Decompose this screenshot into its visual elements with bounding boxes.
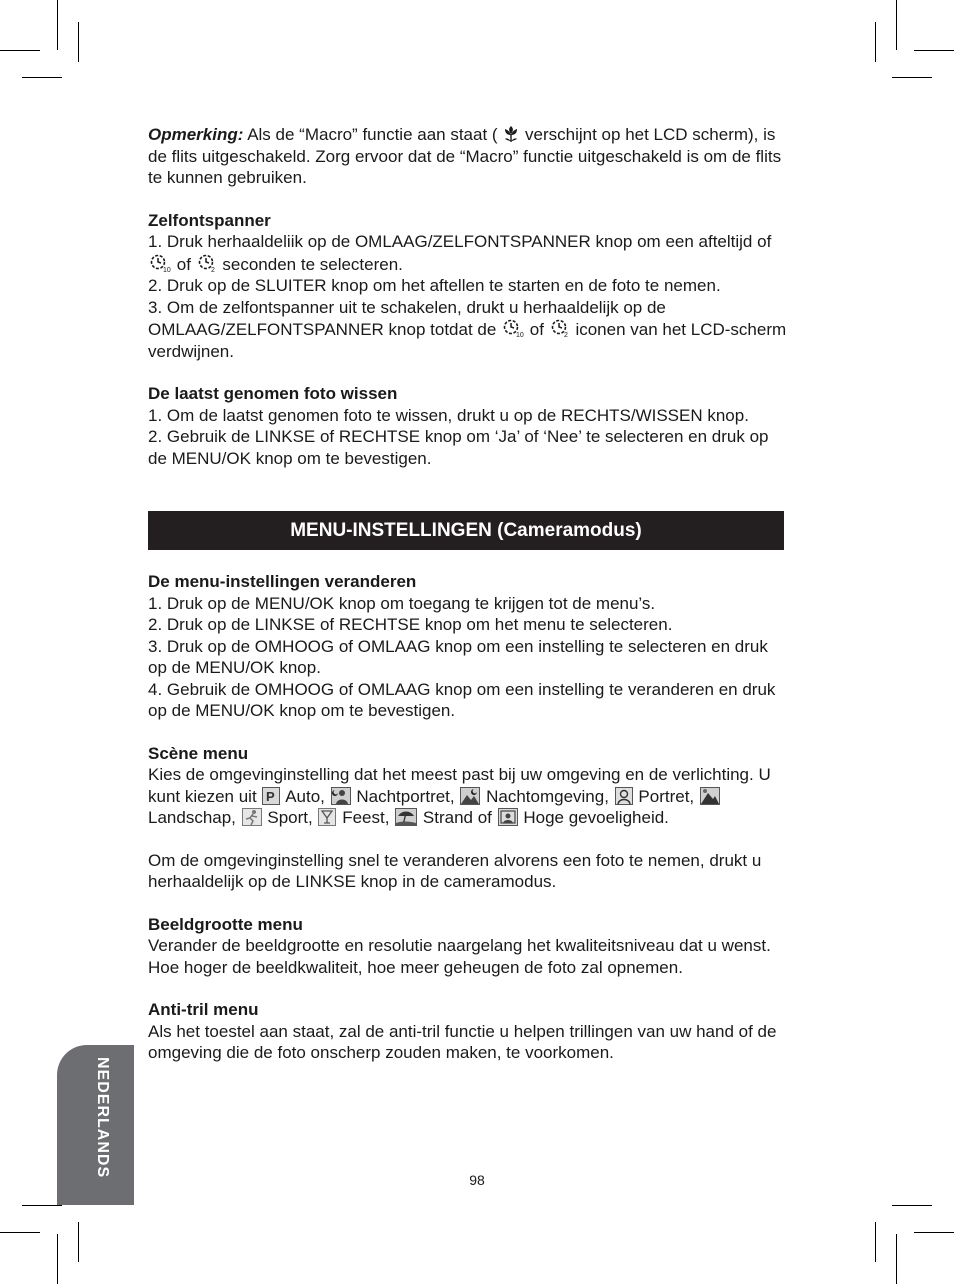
- svg-text:10: 10: [163, 266, 171, 273]
- selftimer-heading: Zelfontspanner: [148, 210, 271, 230]
- crop-mark: [78, 1222, 79, 1262]
- note-text: verschijnt op het LCD scherm), is de flits uitgeschakeld. Zorg ervoor dat de “Macro” functie uitgeschakeld is om de flits te kunnen gebruiken.: [148, 125, 782, 187]
- crop-mark: [892, 1205, 932, 1206]
- change-heading: De menu-instellingen veranderen: [148, 572, 417, 591]
- selftimer-step: 1. Druk herhaaldeliik op de OMLAAG/ZELFONTSPANNER knop om een afteltijd of 10 of 2 seconden te selecteren.: [148, 232, 772, 274]
- change-step: 1. Druk op de MENU/OK knop om toegang te krijgen tot de menu’s.: [148, 593, 656, 613]
- portrait-icon: [615, 787, 633, 805]
- scene-heading: Scène menu: [148, 743, 249, 763]
- note-paragraph: [148, 124, 788, 189]
- landscape-icon: [700, 787, 720, 805]
- crop-mark: [875, 1222, 876, 1262]
- crop-mark: [896, 1234, 897, 1284]
- crop-mark: [0, 1232, 40, 1233]
- selftimer-10-icon: [502, 318, 524, 338]
- crop-mark: [892, 77, 932, 78]
- crop-mark: [875, 22, 876, 62]
- crop-mark: [896, 0, 897, 50]
- high-sensitivity-icon: [498, 808, 518, 826]
- crop-mark: [0, 50, 40, 51]
- selftimer-2-icon: [550, 318, 570, 338]
- antishake-paragraph: Als het toestel aan staat, zal de anti-tril functie u helpen trillingen van uw hand of de omgeving die de foto onscherp zouden maken, te voorkomen.: [148, 1021, 777, 1062]
- page-content: [148, 124, 788, 1064]
- svg-text:P: P: [266, 788, 276, 804]
- note-label: Opmerking:: [148, 125, 244, 144]
- night-portrait-icon: [331, 787, 351, 805]
- macro-flower-icon: [503, 125, 519, 143]
- size-paragraph: Verander de beeldgrootte en resolutie naargelang het kwaliteitsniveau dat u wenst. Hoe hoger de beeldkwaliteit, hoe meer geheugen de foto zal opnemen.: [148, 936, 771, 977]
- page-number: 98: [469, 1172, 485, 1188]
- svg-text:2: 2: [563, 332, 568, 338]
- crop-mark: [57, 1234, 58, 1284]
- party-icon: [318, 808, 336, 826]
- change-step: 3. Druk op de OMHOOG of OMLAAG knop om een instelling te selecteren en druk op de MENU/OK knop.: [148, 636, 768, 677]
- sport-icon: [242, 808, 262, 826]
- delete-step: 1. Om de laatst genomen foto te wissen, drukt u op de RECHTS/WISSEN knop.: [148, 405, 749, 425]
- antishake-heading: Anti-tril menu: [148, 1000, 259, 1019]
- crop-mark: [57, 0, 58, 50]
- delete-step: 2. Gebruik de LINKSE of RECHTSE knop om ‘Ja’ of ‘Nee’ te selecteren en druk op de MENU/OK knop om te bevestigen.: [148, 427, 769, 468]
- size-heading: Beeldgrootte menu: [148, 914, 303, 934]
- scene-paragraph: Kies de omgevinginstelling dat het meest past bij uw omgeving en de verlichting. U kunt kiezen uit P Auto, Nachtportret, Nachtomgeving, Portret, Landschap, Sport, Feest, Strand of Hoge gevoeligheid.: [148, 765, 771, 827]
- section-banner: MENU-INSTELLINGEN (Cameramodus): [148, 511, 784, 550]
- crop-mark: [78, 22, 79, 62]
- crop-mark: [914, 50, 954, 51]
- auto-mode-icon: [262, 787, 280, 805]
- delete-heading: De laatst genomen foto wissen: [148, 384, 398, 403]
- change-step: 2. Druk op de LINKSE of RECHTSE knop om het menu te selecteren.: [148, 615, 673, 634]
- night-landscape-icon: [460, 787, 480, 805]
- crop-mark: [914, 1232, 954, 1233]
- selftimer-step: 2. Druk op de SLUITER knop om het aftellen te starten en de foto te nemen.: [148, 276, 721, 295]
- svg-text:10: 10: [516, 332, 524, 338]
- crop-mark: [22, 77, 62, 78]
- crop-mark: [22, 1205, 62, 1206]
- scene-quick-paragraph: Om de omgevinginstelling snel te veranderen alvorens een foto te nemen, drukt u herhaaldelijk op de LINKSE knop in de cameramodus.: [148, 850, 762, 891]
- change-step: 4. Gebruik de OMHOOG of OMLAAG knop om een instelling te veranderen en druk op de MENU/OK knop om te bevestigen.: [148, 679, 776, 720]
- svg-text:2: 2: [210, 266, 215, 273]
- selftimer-10-icon: [149, 253, 171, 273]
- selftimer-step: 3. Om de zelfontspanner uit te schakelen, drukt u herhaaldelijk op de OMLAAG/ZELFONTSPANNER knop totdat de 10 of 2 iconen van het LCD-scherm verdwijnen.: [148, 297, 787, 361]
- note-text: Als de “Macro” functie aan staat (: [243, 125, 498, 144]
- beach-icon: [395, 808, 417, 826]
- selftimer-2-icon: [197, 253, 217, 273]
- language-label: NEDERLANDS: [94, 1057, 111, 1179]
